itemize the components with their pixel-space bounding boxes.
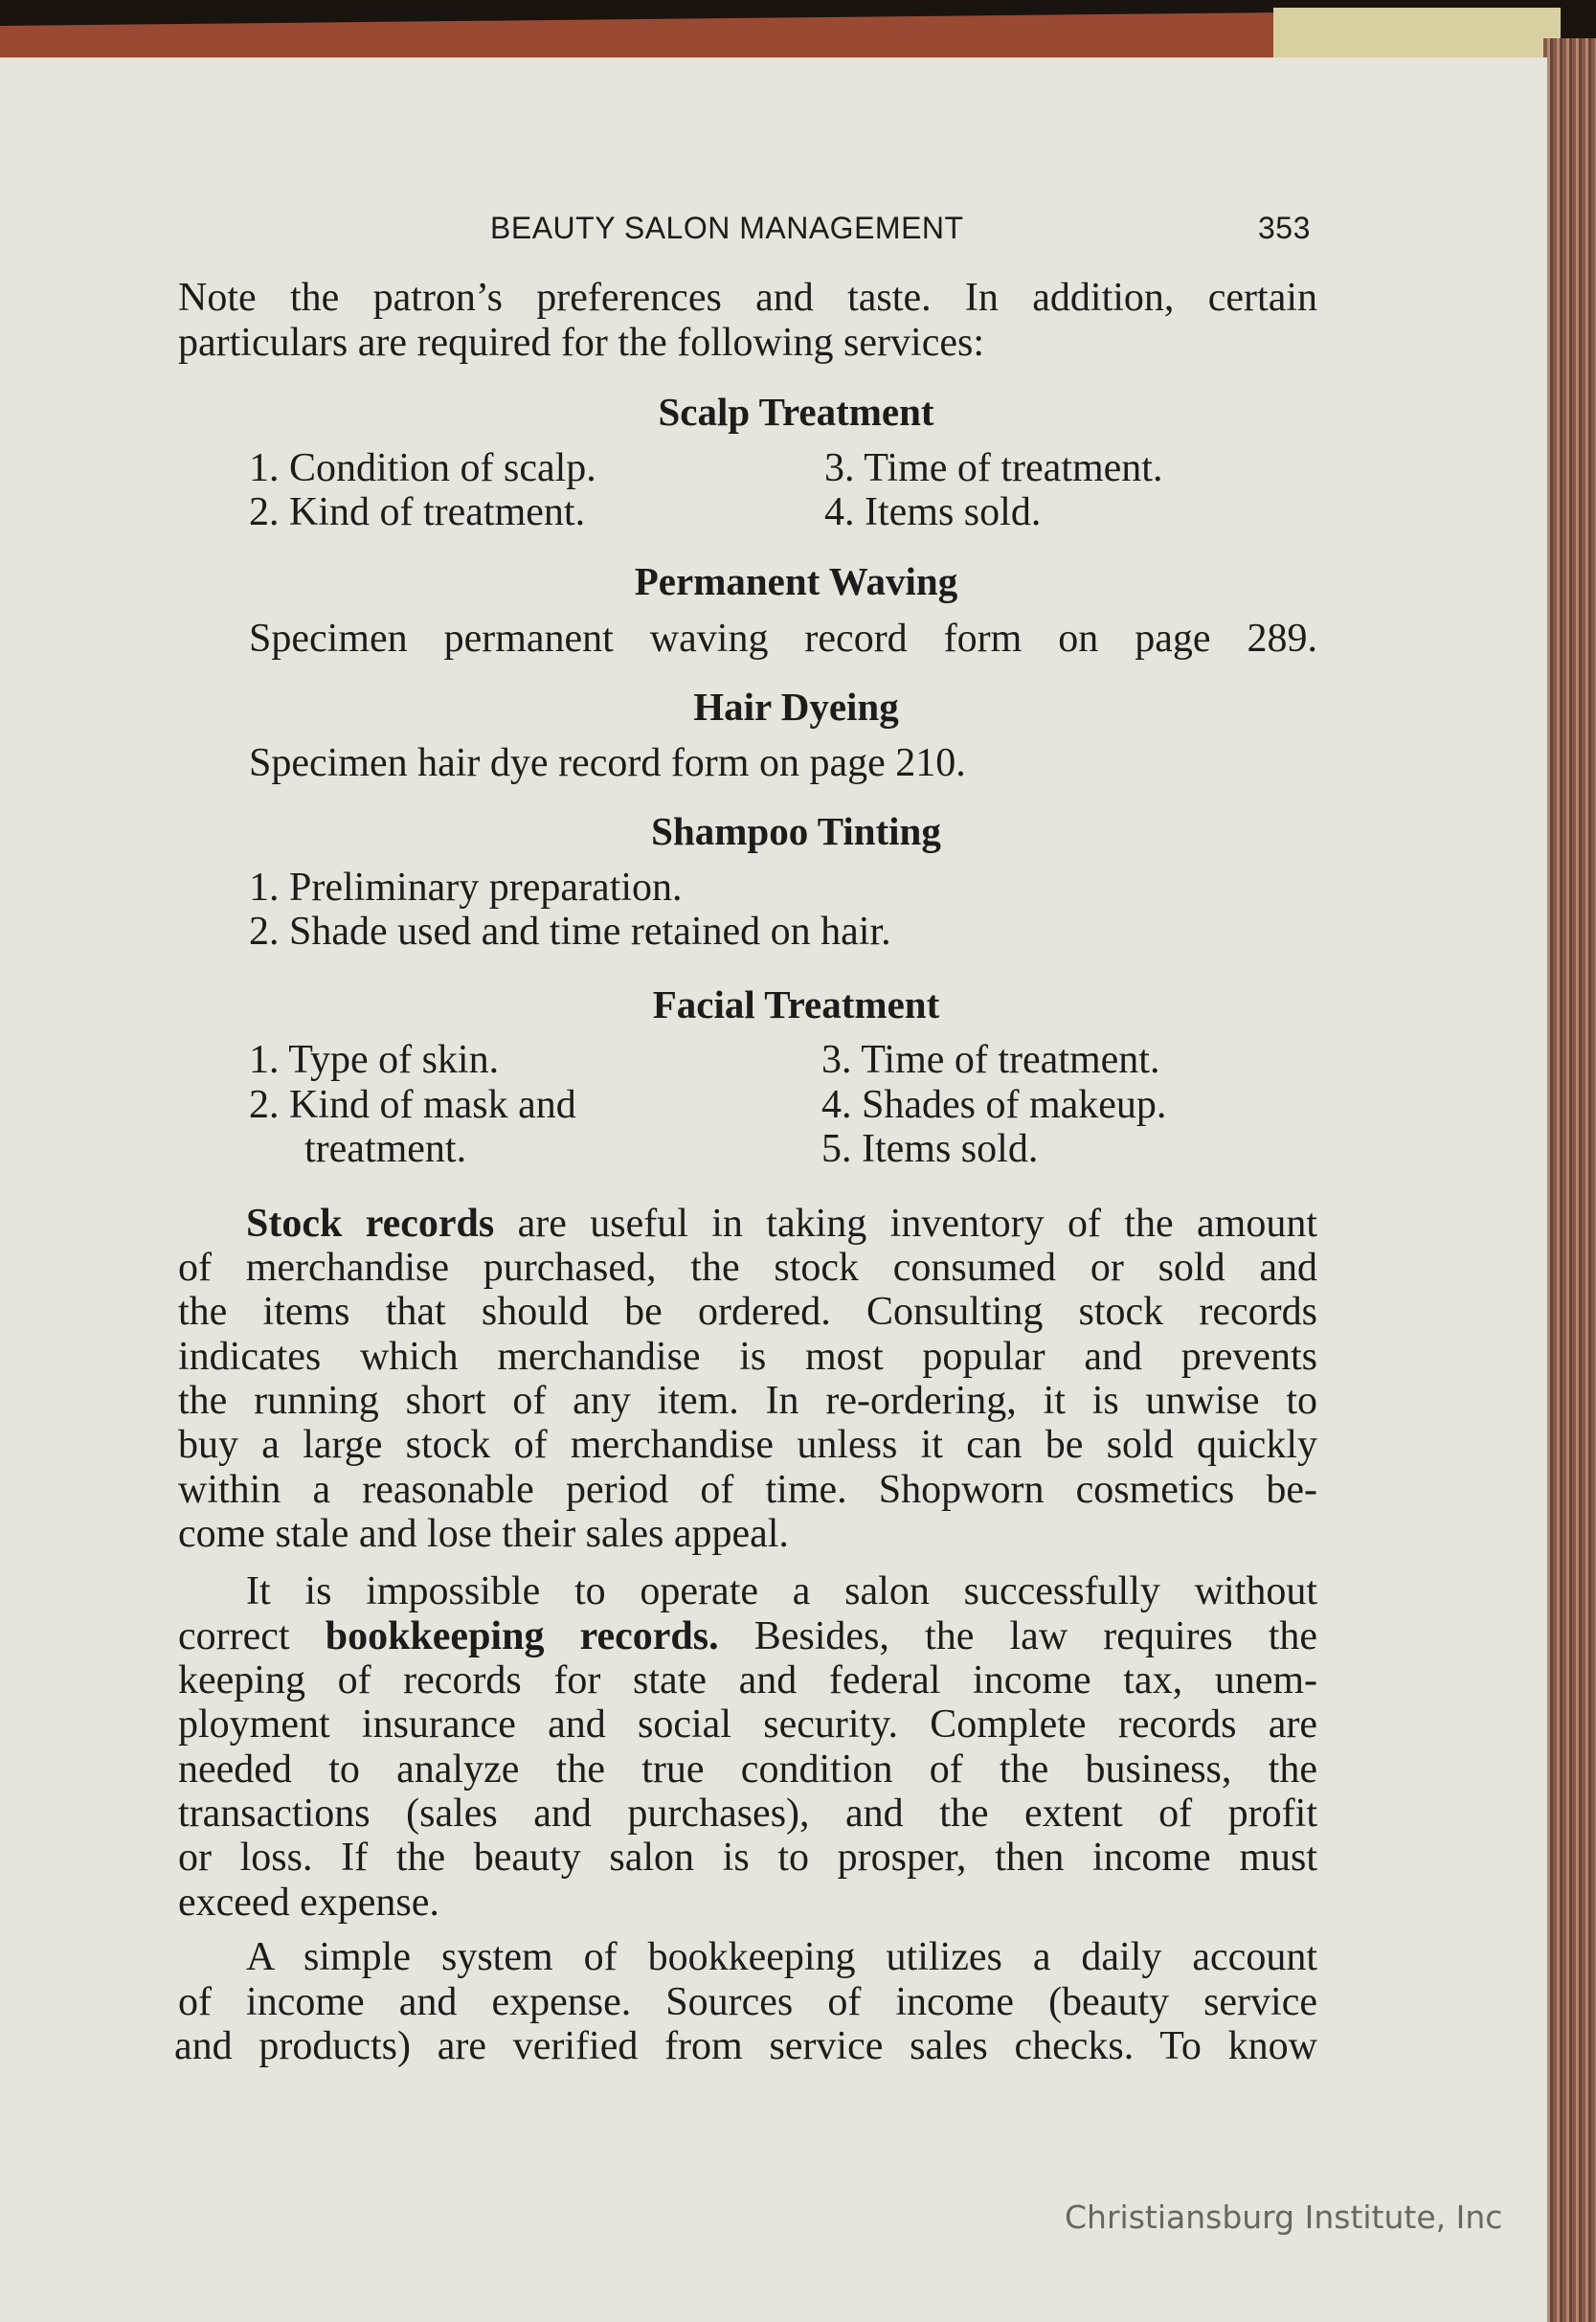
stock-line: Stock records are useful in taking inventory of the amount — [246, 1202, 1317, 1246]
heading-shampoo: Shampoo Tinting — [651, 809, 941, 853]
heading-scalp: Scalp Treatment — [658, 390, 934, 434]
stock-line: the items that should be ordered. Consulting stock records — [178, 1290, 1317, 1334]
list-item: 4. Items sold. — [824, 490, 1042, 534]
bookkeeping-line: keeping of records for state and federal income tax, unem- — [178, 1658, 1317, 1702]
bookkeeping-line: It is impossible to operate a salon successfully without — [246, 1569, 1317, 1613]
stock-line: of merchandise purchased, the stock consumed or sold and — [178, 1246, 1317, 1290]
bookkeeping-records-term: bookkeeping records. — [325, 1614, 719, 1658]
stock-records-term: Stock records — [246, 1202, 495, 1246]
perm-text: Specimen permanent waving record form on page 289. — [249, 617, 1317, 661]
running-title: BEAUTY SALON MANAGEMENT — [490, 211, 964, 245]
bookkeeping-line: or loss. If the beauty salon is to prosper, then income must — [178, 1836, 1317, 1880]
list-item: 1. Condition of scalp. — [249, 446, 596, 490]
list-item: 4. Shades of makeup. — [821, 1083, 1167, 1127]
simple-line: A simple system of bookkeeping utilizes a daily account — [246, 1935, 1317, 1979]
bookkeeping-line: ployment insurance and social security. Complete records are — [178, 1702, 1317, 1747]
list-item: 2. Shade used and time retained on hair. — [249, 910, 891, 954]
heading-perm: Permanent Waving — [634, 559, 958, 603]
bookkeeping-line: transactions (sales and purchases), and the extent of profit — [178, 1792, 1317, 1836]
stock-line: buy a large stock of merchandise unless it can be sold quickly — [178, 1423, 1317, 1467]
watermark: Christiansburg Institute, Inc — [1065, 2198, 1503, 2236]
simple-line: of income and expense. Sources of income (beauty service — [178, 1980, 1317, 2024]
bookkeeping-line: needed to analyze the true condition of the business, the — [178, 1747, 1317, 1792]
stock-line: the running short of any item. In re-ordering, it is unwise to — [178, 1379, 1317, 1423]
dye-text: Specimen hair dye record form on page 210. — [249, 741, 966, 785]
stock-line: within a reasonable period of time. Shopworn cosmetics be- — [178, 1468, 1317, 1512]
list-item: 2. Kind of treatment. — [249, 490, 586, 534]
page-edges — [1543, 38, 1596, 2322]
list-item: 1. Preliminary preparation. — [249, 866, 683, 910]
list-item-continued: treatment. — [304, 1127, 467, 1171]
simple-line: and products) are verified from service sales checks. To know — [174, 2024, 1317, 2068]
stock-line: indicates which merchandise is most popular and prevents — [178, 1335, 1317, 1379]
intro-line: Note the patron’s preferences and taste. In addition, certain — [178, 276, 1317, 320]
stock-line: come stale and lose their sales appeal. — [178, 1512, 789, 1556]
list-item: 1. Type of skin. — [249, 1038, 500, 1082]
list-item: 3. Time of treatment. — [824, 446, 1163, 490]
page-number: 353 — [1258, 211, 1311, 245]
book-cover-corner — [1273, 8, 1561, 65]
list-item: 2. Kind of mask and — [249, 1083, 576, 1127]
heading-facial: Facial Treatment — [652, 982, 940, 1026]
bookkeeping-line: exceed expense. — [178, 1881, 439, 1925]
bookkeeping-line: correct bookkeeping records. Besides, the law requires the — [178, 1614, 1318, 1658]
list-item: 5. Items sold. — [821, 1127, 1039, 1171]
intro-line: particulars are required for the following services: — [178, 321, 984, 365]
heading-dye: Hair Dyeing — [693, 685, 899, 729]
list-item: 3. Time of treatment. — [821, 1038, 1160, 1082]
